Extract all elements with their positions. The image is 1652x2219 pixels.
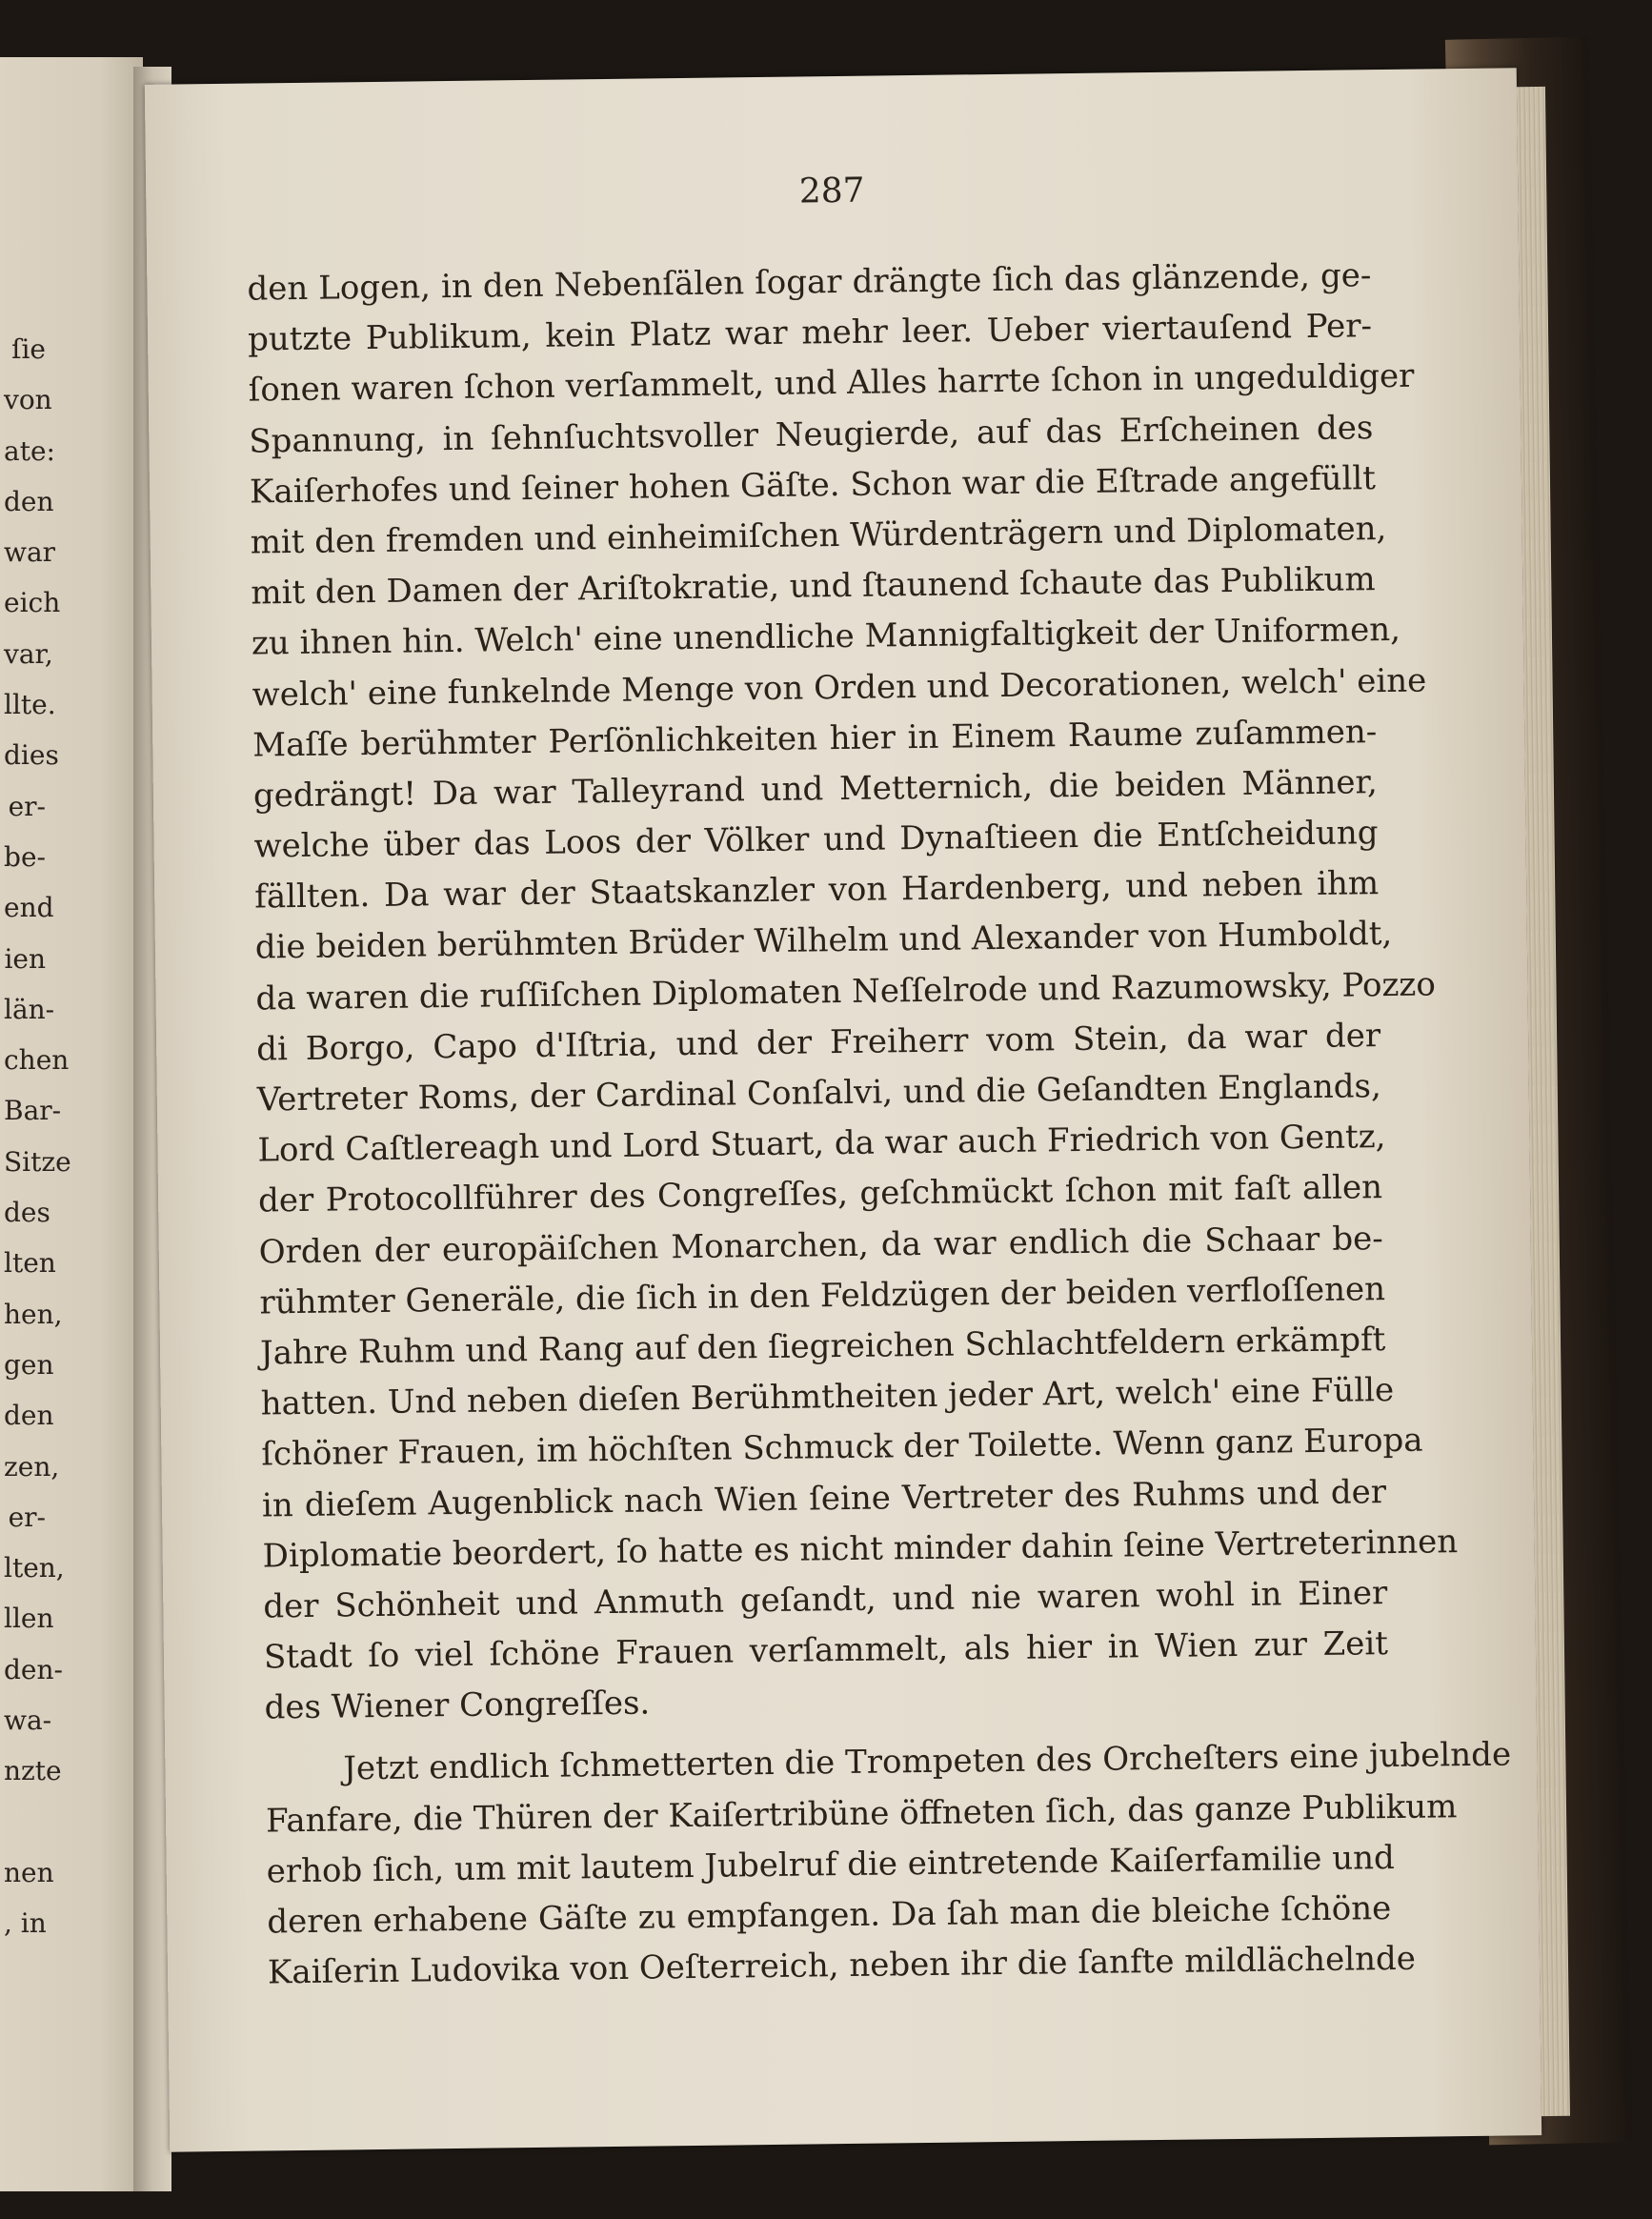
text-line: putzte Publikum, kein Platz war mehr leer. Ueber viertauſend Per- — [247, 307, 1373, 359]
text-line: di Borgo, Capo d'Iſtria, und der Freiherr vom Stein, da war der — [255, 1016, 1381, 1069]
left-page-fragment: den — [4, 485, 54, 517]
text-line: erhob ſich, um mit lautem Jubelruf die eintretende Kaiſerfamilie und — [266, 1838, 1396, 1891]
text-line: den Logen, in den Nebenſälen ſogar drängte ſich das glänzende, ge- — [247, 256, 1372, 309]
left-page-fragment: län- — [4, 993, 55, 1025]
left-page-fragment: ſie — [11, 333, 46, 365]
text-line: Kaiſerin Ludovika von Oeſterreich, neben ihr die ſanfte mildlächelnde — [267, 1939, 1417, 1992]
text-line: der Schönheit und Anmuth geſandt, und nie waren wohl in Einer — [263, 1573, 1388, 1626]
left-page-fragment: zen, — [4, 1450, 60, 1483]
text-line: Spannung, in ſehnſuchtsvoller Neugierde, auf das Erſcheinen des — [249, 408, 1374, 461]
page-body-text — [247, 251, 1512, 1999]
left-page-fragment: den — [4, 1400, 54, 1432]
text-line: ſonen waren ſchon verſammelt, und Alles harrte ſchon in ungeduldiger — [248, 356, 1415, 410]
left-page-fragment: war — [4, 536, 56, 569]
left-page-fragment: dies — [4, 739, 59, 772]
text-line: die beiden berühmten Brüder Wilhelm und Alexander von Humboldt, — [254, 915, 1393, 967]
text-line: da waren die ruſſiſchen Diplomaten Neſſelrode und Razumowsky, Pozzo — [255, 965, 1437, 1019]
left-page-fragment: chen — [4, 1044, 70, 1077]
left-page-fragment: hen, — [4, 1298, 63, 1330]
text-line: hatten. Und neben dieſen Berühmtheiten jeder Art, welch' eine Fülle — [260, 1371, 1395, 1423]
left-page-fragment — [4, 1797, 46, 1847]
text-line: Jetzt endlich ſchmetterten die Trompeten des Orcheſters eine jubelnde — [343, 1735, 1512, 1788]
left-page-fragment: den- — [4, 1653, 63, 1685]
left-page-fragment: be- — [4, 840, 46, 873]
left-page-fragment: lten — [4, 1247, 56, 1280]
left-page-fragment: ate: — [4, 434, 55, 467]
text-line: Vertreter Roms, der Cardinal Conſalvi, und die Geſandten Englands, — [256, 1067, 1381, 1120]
left-page-fragment: er- — [8, 790, 46, 822]
left-page-fragment: wa- — [4, 1705, 52, 1737]
left-page-fragment: nzte — [4, 1755, 62, 1787]
text-line: in dieſem Augenblick nach Wien ſeine Vertreter des Ruhms und der — [261, 1472, 1387, 1524]
left-page-fragment: des — [4, 1197, 50, 1229]
left-page-fragment: Bar- — [4, 1095, 62, 1127]
left-page-fragment: end — [4, 892, 54, 924]
text-line: mit den Damen der Ariſtokratie, und ſtaunend ſchaute das Publikum — [251, 560, 1376, 613]
text-line: mit den fremden und einheimiſchen Würdenträgern und Diplomaten, — [250, 509, 1387, 562]
text-line: zu ihnen hin. Welch' eine unendliche Mannigfaltigkeit der Uniformen, — [251, 611, 1401, 663]
text-line: Orden der europäiſchen Monarchen, da war endlich die Schaar be- — [258, 1219, 1383, 1272]
previous-page-text-fragments — [4, 324, 71, 1949]
left-page-fragment: llte. — [4, 689, 56, 721]
text-line: welche über das Loos der Völker und Dynaſtieen die Entſcheidung — [253, 814, 1379, 866]
text-line: Kaiſerhofes und ſeiner hohen Gäſte. Schon war die Eſtrade angefüllt — [249, 458, 1377, 512]
previous-page — [0, 57, 143, 2191]
text-line: Diplomatie beordert, ſo hatte es nicht minder dahin ſeine Vertreterinnen — [262, 1522, 1459, 1576]
text-line: Lord Caſtlereagh und Lord Stuart, da war auch Friedrich von Gentz, — [257, 1118, 1386, 1170]
text-line: Stadt ſo viel ſchöne Frauen verſammelt, als hier in Wien zur Zeit — [263, 1624, 1389, 1677]
text-line: des Wiener Congreſſes. — [264, 1684, 651, 1727]
left-page-fragment: von — [4, 384, 52, 416]
left-page-fragment: lten, — [4, 1552, 65, 1584]
left-page-fragment: llen — [4, 1603, 54, 1635]
left-page-fragment: , in — [4, 1907, 47, 1940]
text-line: Maſſe berühmter Perſönlichkeiten hier in Einem Raume zuſammen- — [252, 712, 1378, 765]
text-line: welch' eine funkelnde Menge von Orden und Decorationen, welch' eine — [252, 660, 1427, 715]
text-line: rühmter Generäle, die ſich in den Feldzügen der beiden verfloſſenen — [259, 1269, 1386, 1322]
text-line: deren erhabene Gäſte zu empfangen. Da ſah man die bleiche ſchöne — [267, 1889, 1392, 1942]
text-line: Jahre Ruhm und Rang auf den ſiegreichen Schlachtfeldern erkämpft — [259, 1321, 1386, 1373]
text-line: gedrängt! Da war Talleyrand und Metternich, die beiden Männer, — [252, 762, 1379, 816]
left-page-fragment: eich — [4, 587, 61, 619]
page-number: 287 — [798, 171, 865, 212]
text-line: fällten. Da war der Staatskanzler von Hardenberg, und neben ihm — [253, 864, 1380, 917]
text-line: der Protocollführer des Congreſſes, geſchmückt ſchon mit faſt allen — [257, 1168, 1383, 1220]
left-page-fragment: var, — [4, 637, 53, 670]
book-page — [145, 68, 1541, 2151]
left-page-fragment: Sitze — [4, 1145, 71, 1178]
text-line: ſchöner Frauen, im höchſten Schmuck der Toilette. Wenn ganz Europa — [261, 1421, 1423, 1474]
left-page-fragment: er- — [8, 1501, 46, 1533]
left-page-fragment: nen — [4, 1856, 54, 1888]
left-page-fragment: ien — [4, 942, 46, 975]
text-line: Fanfare, die Thüren der Kaiſertribüne öffneten ſich, das ganze Publikum — [265, 1786, 1458, 1841]
left-page-fragment: gen — [4, 1348, 54, 1381]
